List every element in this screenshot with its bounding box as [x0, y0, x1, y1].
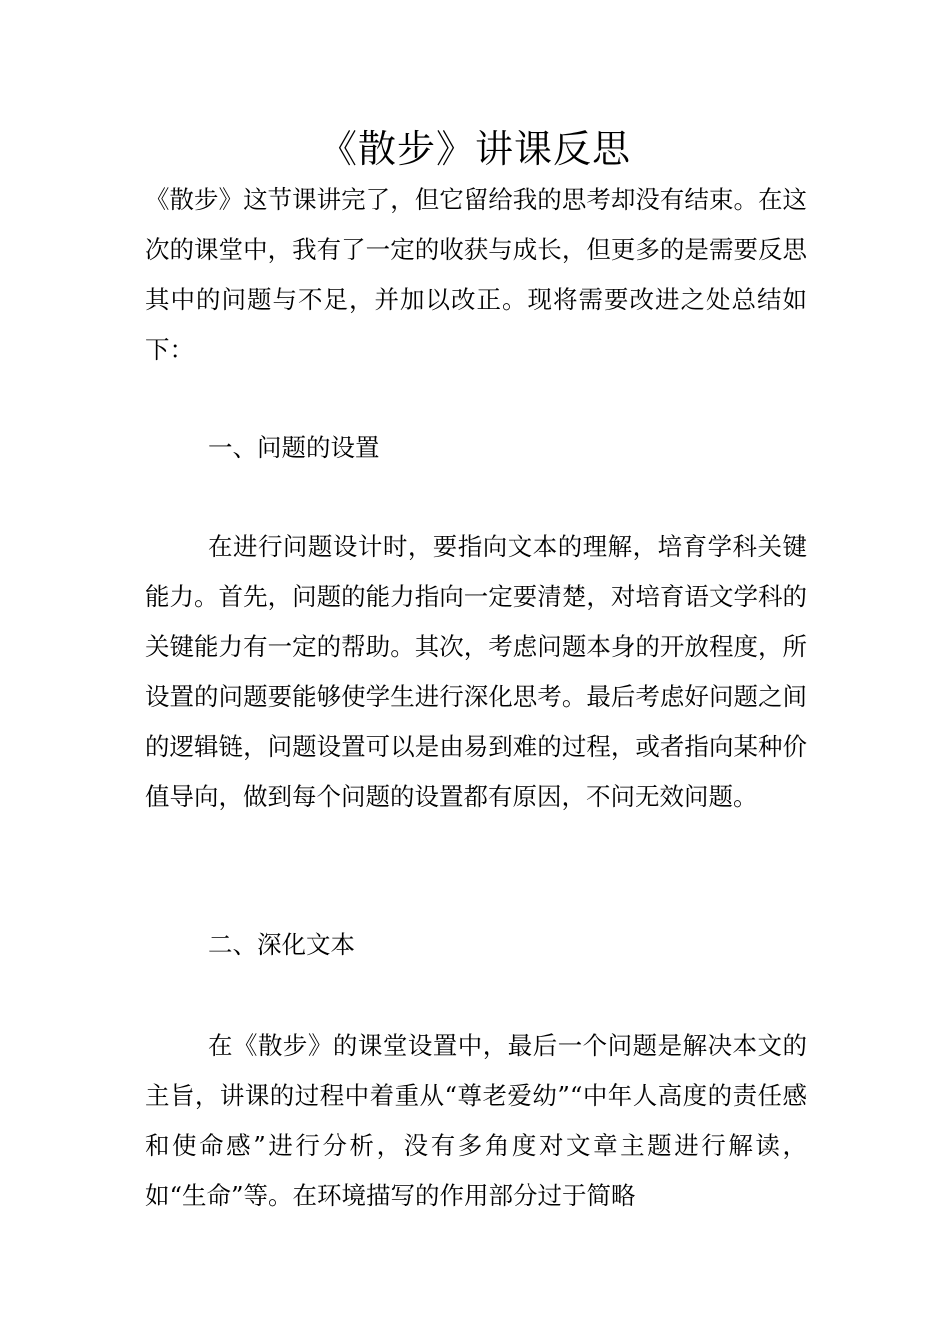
document-title: 《散步》讲课反思 [318, 127, 631, 171]
intro-paragraph: 《散步》这节课讲完了，但它留给我的思考却没有结束。在这次的课堂中，我有了一定的收获与成长，但更多的是需要反思其中的问题与不足，并加以改正。现将需要改进之处总结如下： [145, 185, 807, 364]
section-heading-deepen-text: 二、深化文本 [208, 930, 355, 959]
section-paragraph-deepen-text: 在《散步》的课堂设置中，最后一个问题是解决本文的主旨，讲课的过程中着重从“尊老爱幼”“中年人高度的责任感和使命感”进行分析，没有多角度对文章主题进行解读，如“生命”等。在环境描写的作用部分过于简略 [145, 1031, 807, 1210]
section-paragraph-questions: 在进行问题设计时，要指向文本的理解，培育学科关键能力。首先，问题的能力指向一定要清楚，对培育语文学科的关键能力有一定的帮助。其次，考虑问题本身的开放程度，所设置的问题要能够使学生进行深化思考。最后考虑好问题之间的逻辑链，问题设置可以是由易到难的过程，或者指向某种价值导向，做到每个问题的设置都有原因，不问无效问题。 [145, 532, 807, 811]
section-heading-questions: 一、问题的设置 [208, 433, 380, 462]
